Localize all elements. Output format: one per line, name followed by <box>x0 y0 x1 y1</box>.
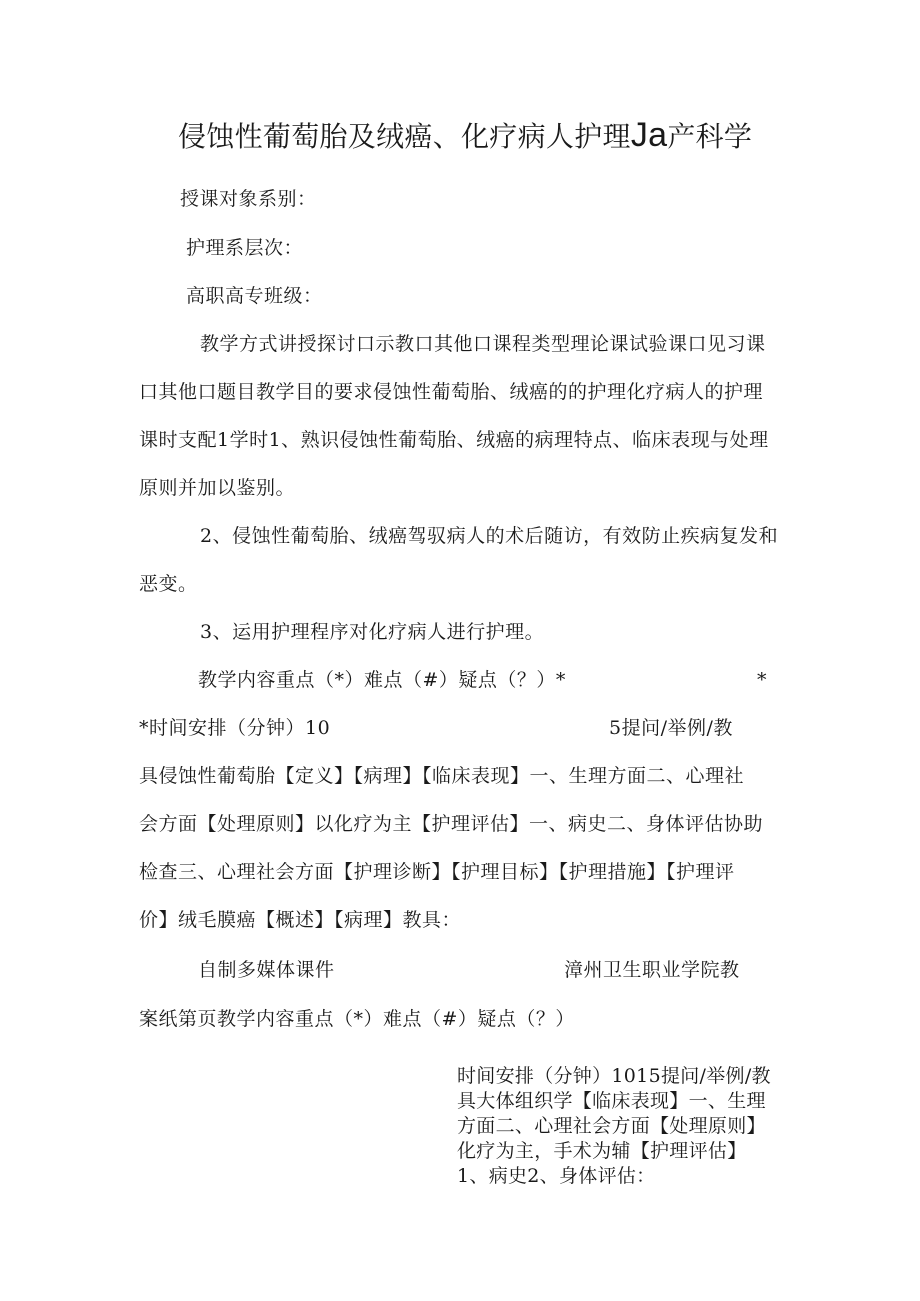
multimedia-courseware-line: 自制多媒体课件 <box>198 959 335 981</box>
teaching-content-header: 教学内容重点（*）难点（#）疑点（？）* <box>198 669 566 691</box>
lesson-plan-paper-line: 案纸第页教学内容重点（*）难点（#）疑点（？） <box>139 1008 575 1030</box>
objective-2-continuation: 恶变。 <box>139 573 198 595</box>
title-text-latin: Ja <box>630 116 668 154</box>
content-line: 会方面【处理原则】以化疗为主【护理评估】一、病史二、身体评估协助 <box>139 813 764 835</box>
paragraph-line: 原则并加以鉴别。 <box>139 477 296 499</box>
level-line: 高职高专班级： <box>186 285 323 307</box>
block-line: 具大体组织学【临床表现】一、生理 <box>457 1090 766 1112</box>
title-text-part1: 侵蚀性葡萄胎及绒癌、化疗病人护理 <box>178 120 631 153</box>
title-text-part2: 产科学 <box>667 120 753 153</box>
content-line: 具侵蚀性葡萄胎【定义】【病理】【临床表现】一、生理方面二、心理社 <box>139 765 745 787</box>
paragraph-line: 口其他口题目教学目的要求侵蚀性葡萄胎、绒癌的的护理化疗病人的护理 <box>139 381 764 403</box>
paragraph-line: 教学方式讲授探讨口示教口其他口课程类型理论课试验课口见习课 <box>200 333 766 355</box>
teaching-aid-header: 5提问/举例/教 <box>609 717 733 739</box>
paragraph-line: 课时支配1学时1、熟识侵蚀性葡萄胎、绒癌的病理特点、临床表现与处理 <box>139 429 769 451</box>
content-line: 价】绒毛膜癌【概述】【病理】教具： <box>139 909 462 931</box>
content-line: 检查三、心理社会方面【护理诊断】【护理目标】【护理措施】【护理评 <box>139 861 735 883</box>
objective-2-line: 2、侵蚀性葡萄胎、绒癌驾驭病人的术后随访，有效防止疾病复发和 <box>200 525 779 547</box>
asterisk-mark: * <box>757 669 767 691</box>
course-target-line: 授课对象系别： <box>180 188 317 210</box>
right-column-block <box>457 1064 787 1189</box>
school-name-line: 漳州卫生职业学院教 <box>564 959 740 981</box>
time-arrangement-line: *时间安排（分钟）10 <box>139 717 331 739</box>
document-title <box>178 118 752 152</box>
block-line: 方面二、心理社会方面【处理原则】 <box>457 1115 766 1137</box>
department-line: 护理系层次： <box>186 237 304 259</box>
block-line: 1、病史2、身体评估： <box>457 1165 656 1187</box>
objective-3-line: 3、运用护理程序对化疗病人进行护理。 <box>200 621 545 643</box>
block-line: 时间安排（分钟）1015提问/举例/教 <box>457 1065 771 1087</box>
block-line: 化疗为主，手术为辅【护理评估】 <box>457 1140 747 1162</box>
